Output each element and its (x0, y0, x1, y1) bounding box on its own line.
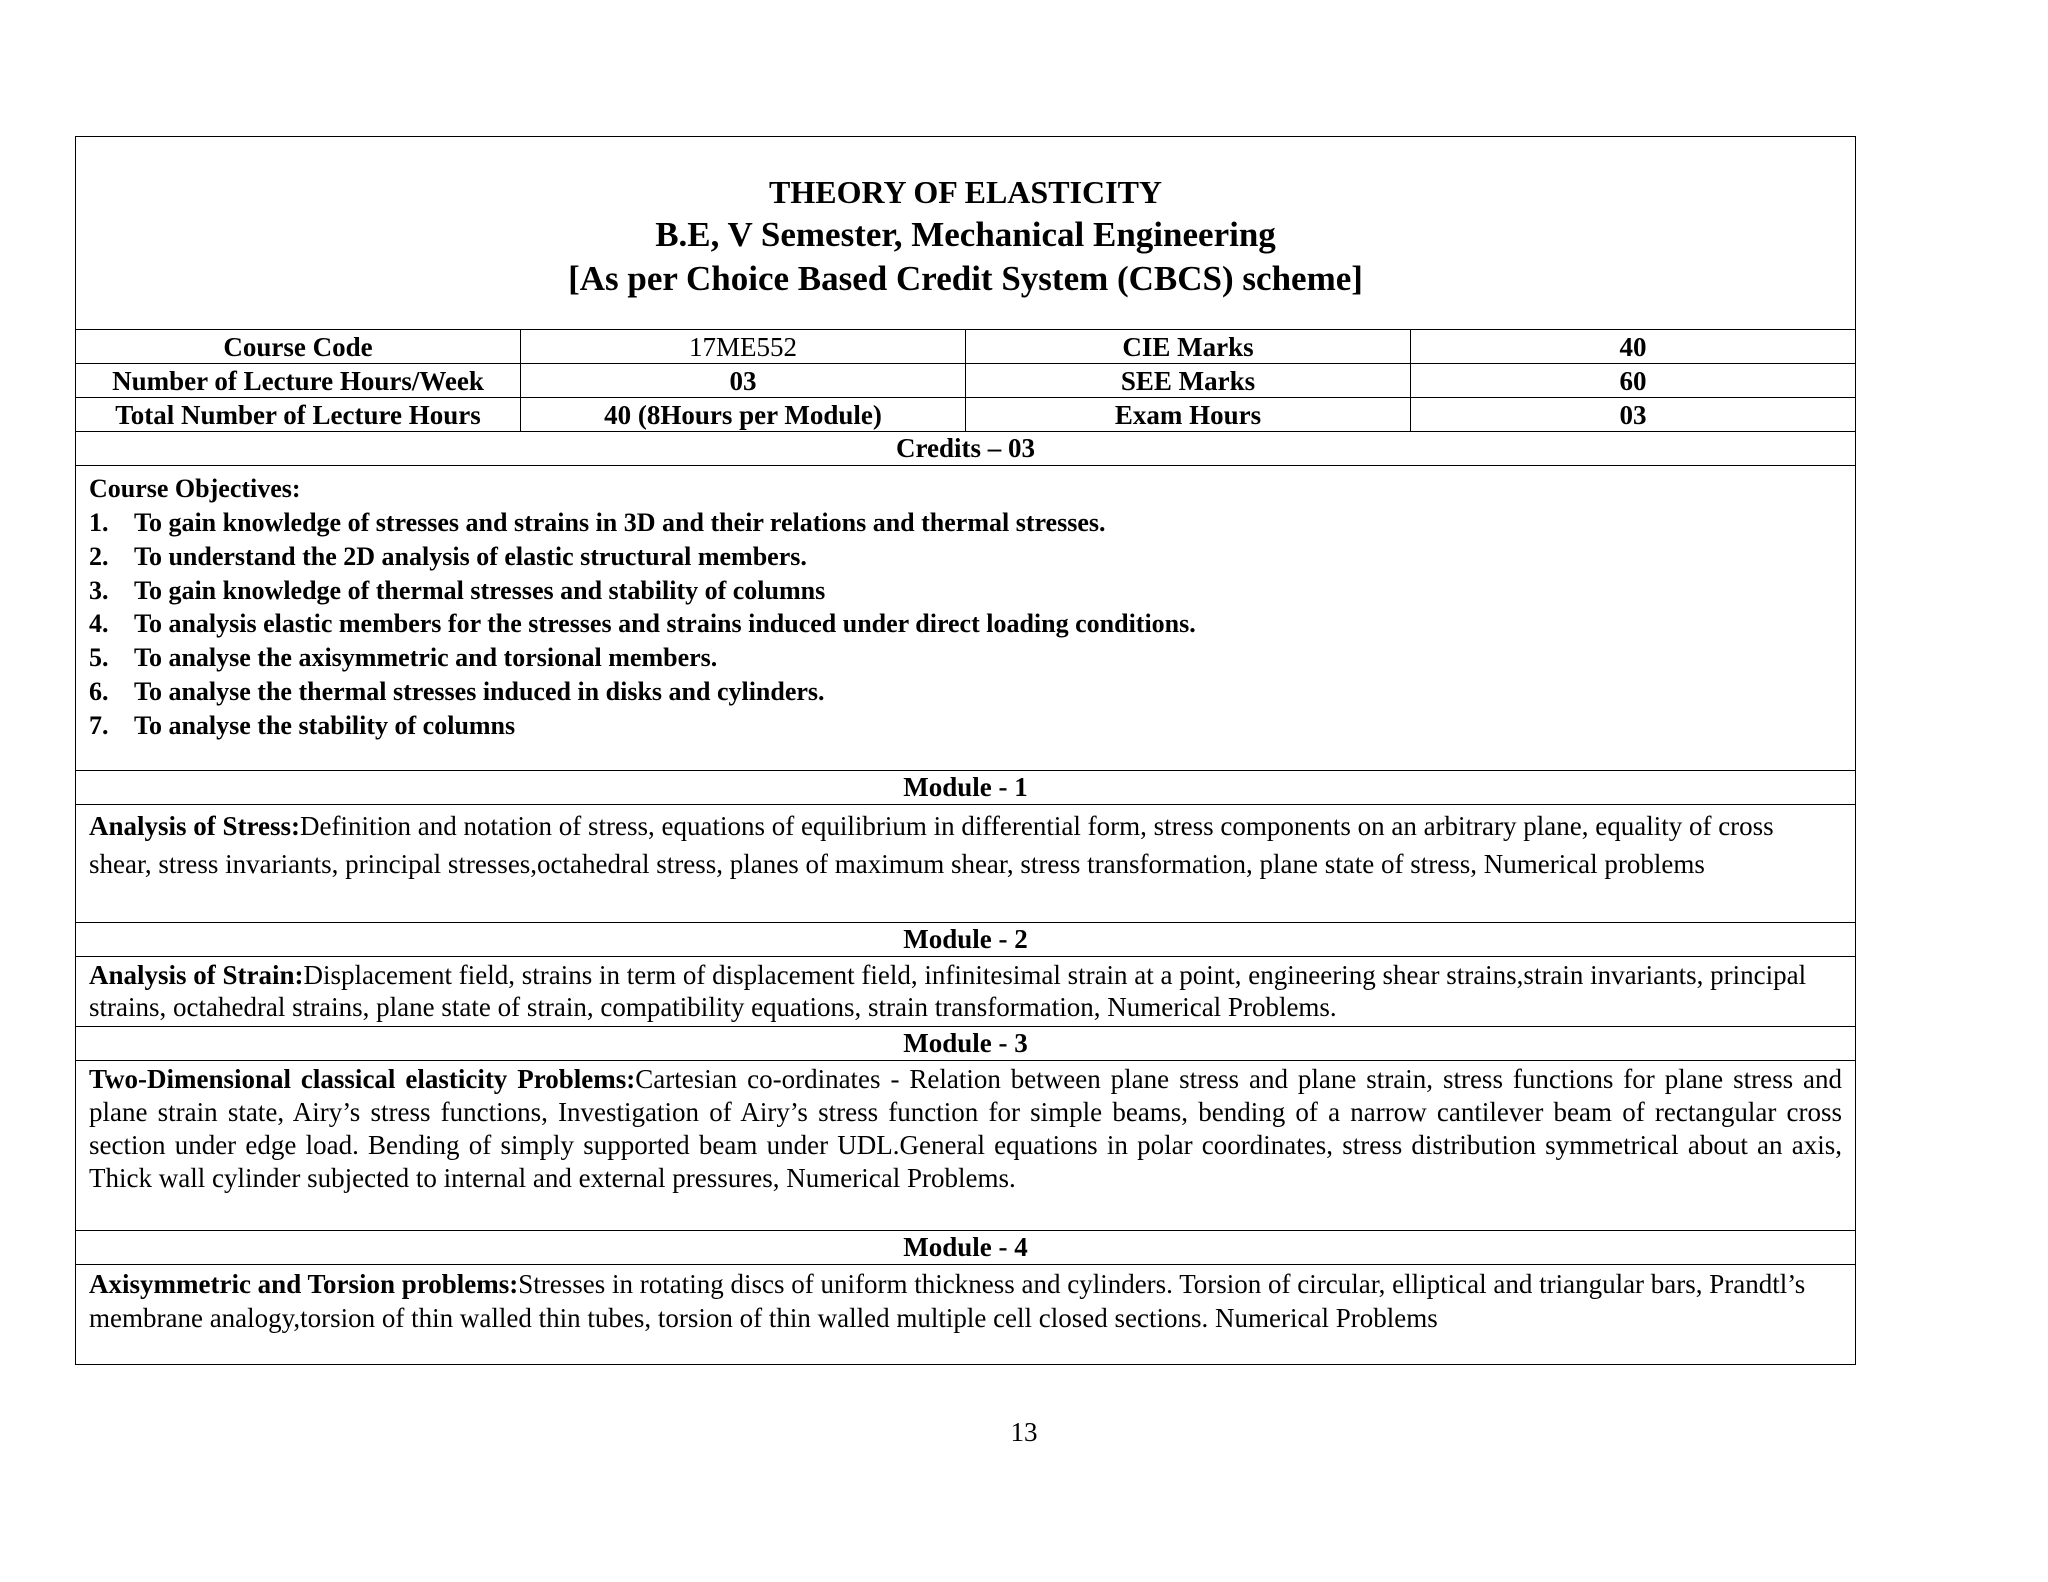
course-subtitle: B.E, V Semester, Mechanical Engineering (655, 215, 1276, 254)
list-item: 6. To analyse the thermal stresses induced in disks and cylinders. (89, 676, 825, 706)
info-label: Course Code (223, 331, 373, 362)
info-value: 40 (8Hours per Module) (520, 398, 965, 431)
info-label: Total Number of Lecture Hours (115, 399, 481, 430)
objectives-list (89, 506, 1842, 743)
info-value: 17ME552 (520, 330, 965, 363)
info-label: Exam Hours (965, 398, 1410, 431)
module-text: Displacement field, strains in term of displacement field, infinitesimal strain at a point, engineering shear strains,strain invariants, principal strains, octahedral strains, plane state of strain, compatibility equations, strain transformation, Numerical Problems. (89, 960, 1807, 1022)
info-value: 60 (1410, 364, 1855, 397)
syllabus-table (75, 136, 1856, 1365)
list-item: 5. To analyse the axisymmetric and torsional members. (89, 643, 718, 673)
module-lead: Analysis of Stress: (89, 811, 301, 841)
objectives-title: Course Objectives: (89, 474, 301, 503)
info-row-total-lecture-hours (76, 397, 1855, 431)
module-4-heading: Module - 4 (76, 1230, 1855, 1264)
module-3-content (76, 1060, 1855, 1230)
module-1-content (76, 804, 1855, 922)
info-value: 03 (1410, 398, 1855, 431)
course-header (76, 137, 1855, 329)
course-title: THEORY OF ELASTICITY (768, 174, 1163, 210)
module-2-content (76, 956, 1855, 1026)
info-value: 03 (520, 364, 965, 397)
module-2-heading: Module - 2 (76, 922, 1855, 956)
module-3-heading: Module - 3 (76, 1026, 1855, 1060)
page-number: 13 (1010, 1417, 1038, 1447)
module-text: Stresses in rotating discs of uniform thickness and cylinders. Torsion of circular, elliptical and triangular bars, Prandtl’s membrane analogy,torsion of thin walled thin tubes, torsion of thin walled multiple cell closed sections. Numerical Problems (89, 1269, 1806, 1333)
credits-row: Credits – 03 (76, 431, 1855, 465)
info-label: Number of Lecture Hours/Week (112, 365, 484, 396)
info-row-course-code (76, 329, 1855, 363)
module-lead: Analysis of Strain: (89, 960, 304, 990)
module-lead: Axisymmetric and Torsion problems: (89, 1269, 519, 1299)
module-lead: Two-Dimensional classical elasticity Problems: (89, 1064, 636, 1094)
list-item: 7. To analyse the stability of columns (89, 710, 516, 740)
course-objectives (76, 465, 1855, 770)
info-label: SEE Marks (965, 364, 1410, 397)
list-item: 3. To gain knowledge of thermal stresses and stability of columns (89, 575, 826, 605)
module-1-heading: Module - 1 (76, 770, 1855, 804)
list-item: 4. To analysis elastic members for the stresses and strains induced under direct loading conditions. (89, 609, 1196, 639)
info-row-lecture-hours-week (76, 363, 1855, 397)
list-item: 2. To understand the 2D analysis of elastic structural members. (89, 541, 807, 571)
list-item: 1. To gain knowledge of stresses and strains in 3D and their relations and thermal stresses. (89, 508, 1106, 537)
info-label: CIE Marks (965, 330, 1410, 363)
module-text: Definition and notation of stress, equations of equilibrium in differential form, stress components on an arbitrary plane, equality of cross shear, stress invariants, principal stresses,octahedral stress, planes of maximum shear, stress transformation, plane state of stress, Numerical problems (89, 811, 1774, 879)
info-value: 40 (1410, 330, 1855, 363)
module-4-content (76, 1264, 1855, 1364)
course-scheme: [As per Choice Based Credit System (CBCS) scheme] (568, 259, 1363, 298)
module-text: Cartesian co-ordinates - Relation between plane stress and plane strain, stress functions for plane stress and plane strain state, Airy’s stress functions, Investigation of Airy’s stress function for simple beams, bending of a narrow cantilever beam of rectangular cross section under edge load. Bending of simply supported beam under UDL.General equations in polar coordinates, stress distribution symmetrical about an axis, Thick wall cylinder subjected to internal and external pressures, Numerical Problems. (89, 1064, 1842, 1193)
